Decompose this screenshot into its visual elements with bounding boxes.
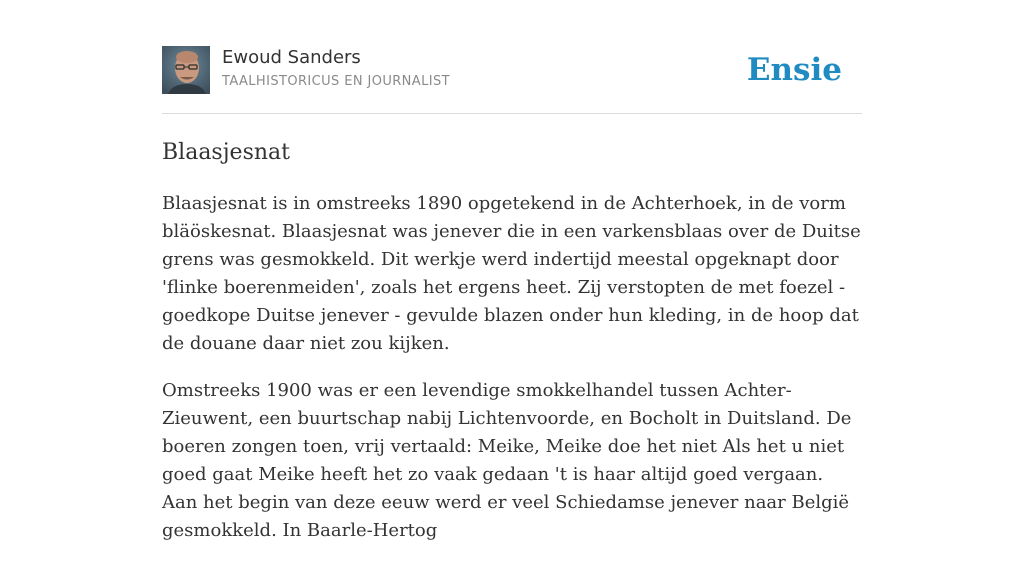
header-divider bbox=[162, 113, 862, 114]
portrait-icon bbox=[162, 46, 210, 94]
author-name[interactable]: Ewoud Sanders bbox=[222, 47, 361, 68]
author-avatar[interactable] bbox=[162, 46, 210, 94]
article-title: Blaasjesnat bbox=[162, 140, 290, 165]
author-header bbox=[162, 46, 862, 96]
article-paragraph: Blaasjesnat is in omstreeks 1890 opgetekend in de Achterhoek, in de vorm bläöskesnat. Blaasjesnat was jenever die in een varkensblaas over de Duitse grens was gesmokkeld. Dit werkje werd indertijd meestal opgeknapt door 'flinke boerenmeiden', zoals het ergens heet. Zij verstopten de met foezel - goedkope Duitse jenever - gevulde blazen onder hun kleding, in de hoop dat de douane daar niet zou kijken. bbox=[162, 193, 861, 354]
article-body bbox=[162, 190, 862, 564]
ensie-logo[interactable]: Ensie bbox=[746, 52, 842, 88]
author-role: TAALHISTORICUS EN JOURNALIST bbox=[222, 74, 450, 89]
article-paragraph: Omstreeks 1900 was er een levendige smokkelhandel tussen Achter-Zieuwent, een buurtschap nabij Lichtenvoorde, en Bocholt in Duitsland. De boeren zongen toen, vrij vertaald: Meike, Meike doe het niet Als het u niet goed gaat Meike heeft het zo vaak gedaan 't is haar altijd goed vergaan. Aan het begin van deze eeuw werd er veel Schiedamse jenever naar België gesmokkeld. In Baarle-Hertog bbox=[162, 380, 852, 541]
